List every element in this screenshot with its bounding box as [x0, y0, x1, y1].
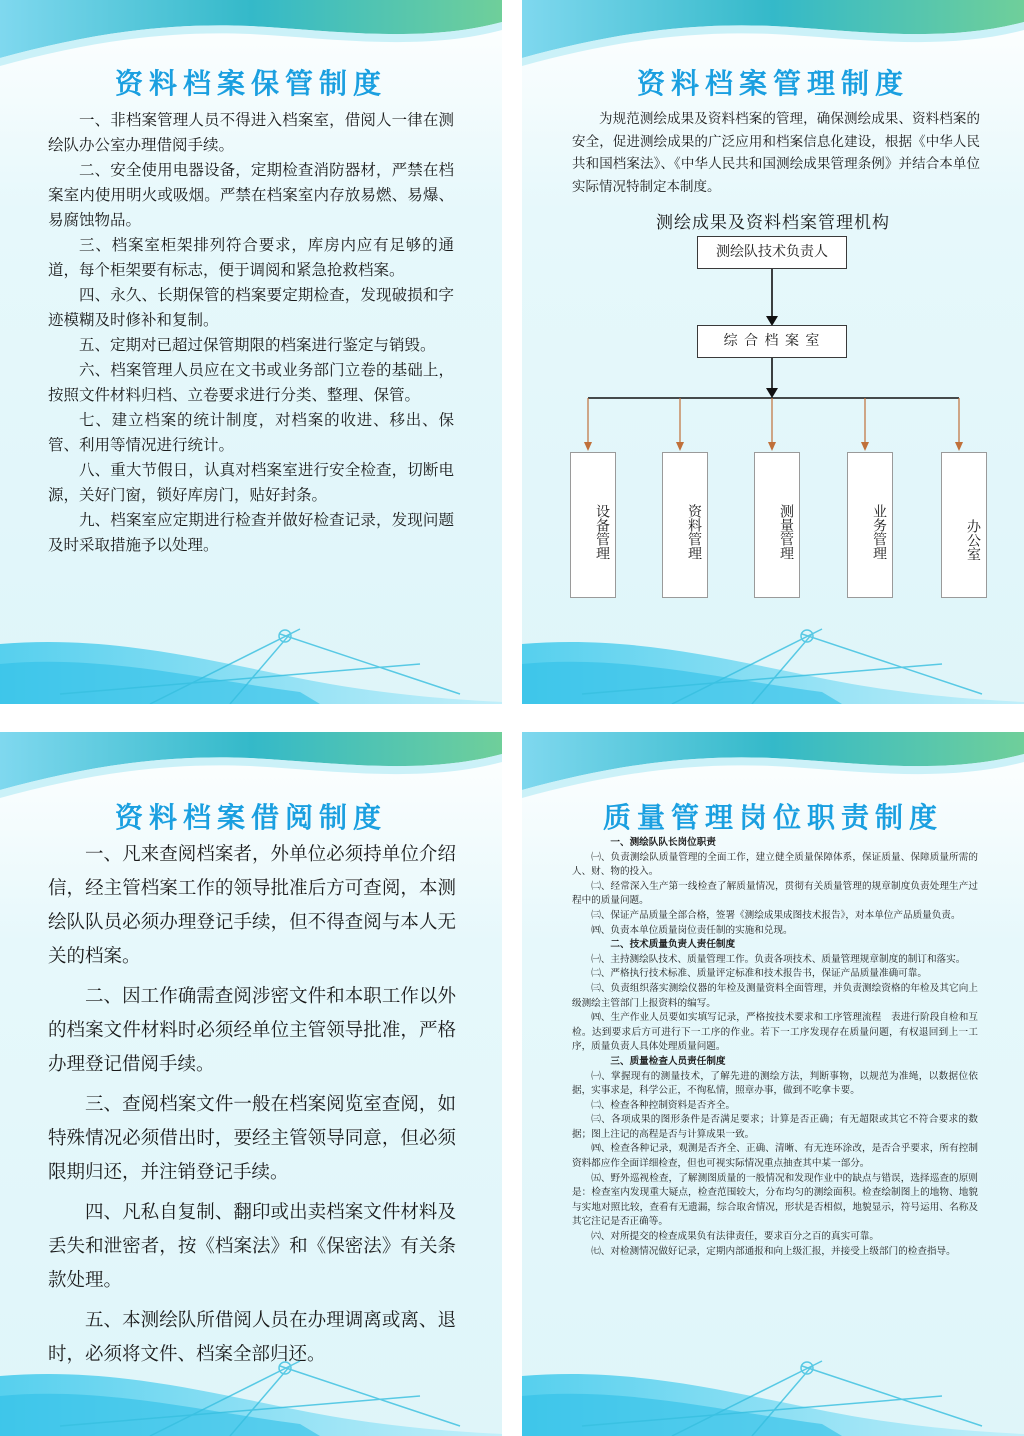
dept-box-business: 业务管理 — [847, 452, 893, 598]
duty-item: ㈡、严格执行技术标准、质量评定标准和技术报告书，保证产品质量准确可靠。 — [591, 968, 927, 980]
duty-item: ㈠、掌握现有的测量技术，了解先进的测绘方法，判断事物，以规范为准绳，以数据位依据，实事求是，科学公正，不徇私情，照章办事，做到不吃拿卡要。 — [572, 1070, 978, 1097]
rule-item: 三、档案室柜架排列符合要求，库房内应有足够的通道，每个柜架要有标志，便于调阅和紧急抢救档案。 — [48, 236, 454, 279]
section-heading: 二、技术质量负责人责任制度 — [610, 939, 736, 951]
section-heading: 一、测绘队队长岗位职责 — [610, 837, 716, 848]
duty-item: ㈥、对所提交的检查成果负有法律责任，要求百分之百的真实可靠。 — [591, 1231, 879, 1243]
bottom-survey-decoration — [522, 624, 1024, 704]
rule-item: 一、凡来查阅档案者，外单位必须持单位介绍信，经主管档案工作的领导批准后方可查阅，本测绘队队员必须办理登记手续，但不得查阅与本人无关的档案。 — [48, 844, 456, 967]
duty-item: ㈣、负责本单位质量岗位责任制的实施和兑现。 — [591, 924, 793, 936]
panel-quality-duties — [522, 732, 1024, 1436]
duty-item: ㈢、保证产品质量全部合格，签署《测绘成果成图技术报告》，对本单位产品质量负责。 — [591, 909, 961, 921]
duty-item: ㈦、对检测情况做好记录，定期内部通报和向上级汇报，并接受上级部门的检查指导。 — [591, 1245, 956, 1257]
section-heading: 三、质量检查人员责任制度 — [610, 1055, 726, 1067]
panel-archive-storage — [0, 0, 502, 704]
page-title: 资料档案保管制度 — [114, 67, 387, 100]
bottom-survey-decoration — [0, 624, 502, 704]
duty-item: ㈣、生产作业人员要如实填写记录，严格按技术要求和工序管理流程 表进行阶段自检和互检。达到要求后方可进行下一工序的作业。若下一工序发现存在质量问题，有权退回到上一工序，质量负责人具体处理质量问题。 — [572, 1012, 978, 1053]
rules-list — [48, 108, 454, 558]
duties-list — [572, 836, 978, 1259]
rule-item: 二、因工作确需查阅涉密文件和本职工作以外的档案文件材料时必须经单位主管领导批准，严格办理登记借阅手续。 — [48, 986, 456, 1075]
rule-item: 五、定期对已超过保管期限的档案进行鉴定与销毁。 — [79, 336, 436, 354]
duty-item: ㈢、各项成果的图形条件是否满足要求；计算是否正确；有无超限或其它不符合要求的数据；图上注记的高程是否与计算成果一致。 — [572, 1114, 978, 1140]
duty-item: ㈤、野外巡视检查，了解测图质量的一般情况和发现作业中的缺点与错误，选择巡查的原则是：检查室内发现重大疑点，检查范围较大，分布均匀的测绘面积。检查绘制图上的地物、地貌与实地对照比较，查看有无遗漏，综合取舍情况，形状是否相似，地貌显示，符号运用、名称及其它注记是否正确等。 — [572, 1172, 978, 1228]
rule-item: 四、凡私自复制、翻印或出卖档案文件材料及丢失和泄密者，按《档案法》和《保密法》有关条款处理。 — [48, 1202, 456, 1291]
rule-item: 六、档案管理人员应在文书或业务部门立卷的基础上，按照文件材料归档、立卷要求进行分类、整理、保管。 — [48, 361, 454, 404]
rule-item: 一、非档案管理人员不得进入档案室，借阅人一律在测绘队办公室办理借阅手续。 — [48, 111, 454, 154]
org-box-technical-lead: 测绘队技术负责人 — [697, 236, 847, 269]
page-title: 资料档案借阅制度 — [114, 801, 387, 834]
panel-archive-borrowing — [0, 732, 502, 1436]
rule-item: 四、永久、长期保管的档案要定期检查，发现破损和字迹模糊及时修补和复制。 — [48, 286, 454, 329]
bottom-survey-decoration — [522, 1356, 1024, 1436]
dept-box-equipment: 设备管理 — [570, 452, 616, 598]
intro-paragraph: 为规范测绘成果及资料档案的管理，确保测绘成果、资料档案的安全，促进测绘成果的广泛应用和档案信息化建设，根据《中华人民共和国档案法》、《中华人民共和国测绘成果管理条例》并结合本单位实际情况特制定本制度。 — [572, 111, 980, 195]
rule-item: 二、安全使用电器设备，定期检查消防器材，严禁在档案室内使用明火或吸烟。严禁在档案室内存放易燃、易爆、易腐蚀物品。 — [48, 161, 454, 229]
rule-item: 五、本测绘队所借阅人员在办理调离或离、退时，必须将文件、档案全部归还。 — [48, 1310, 456, 1365]
duty-item: ㈡、经常深入生产第一线检查了解质量情况，贯彻有关质量管理的规章制度负责处理生产过程中的质量问题。 — [572, 880, 978, 907]
duty-item: ㈠、负责测绘队质量管理的全面工作，建立健全质量保障体系，保证质量、保障质量所需的人、财、物的投入。 — [572, 851, 978, 878]
panel-archive-management — [522, 0, 1024, 704]
dept-box-survey: 测量管理 — [754, 452, 800, 598]
duty-item: ㈡、检查各种控制资料是否齐全。 — [591, 1099, 736, 1111]
duty-item: ㈣、检查各种记录，观测是否齐全、正确、清晰、有无连环涂改，是否合乎要求，所有控制资料都应作全面详细检查，但也可视实际情况重点抽查其中某一部分。 — [572, 1143, 978, 1170]
rule-item: 七、建立档案的统计制度，对档案的收进、移出、保管、利用等情况进行统计。 — [48, 411, 454, 454]
top-wave-decoration — [522, 732, 1024, 802]
page-title: 质量管理岗位职责制度 — [602, 801, 943, 834]
top-wave-decoration — [0, 0, 502, 70]
rule-item: 八、重大节假日，认真对档案室进行安全检查，切断电源，关好门窗，锁好库房门，贴好封条。 — [48, 461, 454, 504]
bottom-survey-decoration — [0, 1356, 502, 1436]
dept-box-materials: 资料管理 — [662, 452, 708, 598]
duty-item: ㈠、主持测绘队技术、质量管理工作。负责各项技术、质量管理规章制度的制订和落实。 — [591, 953, 966, 965]
top-wave-decoration — [0, 732, 502, 802]
dept-box-office: 办公室 — [941, 452, 987, 598]
page-title: 资料档案管理制度 — [636, 67, 909, 100]
rule-item: 三、查阅档案文件一般在档案阅览室查阅，如特殊情况必须借出时，要经主管领导同意，但必须限期归还，并注销登记手续。 — [48, 1094, 456, 1183]
rule-item: 九、档案室应定期进行检查并做好检查记录，发现问题及时采取措施予以处理。 — [48, 511, 454, 554]
duty-item: ㈢、负责组织落实测绘仪器的年检及测量资料全面管理，并负责测绘资格的年检及其它向上级测绘主管部门上报资料的编写。 — [572, 982, 978, 1009]
rules-list — [48, 838, 456, 1378]
org-box-archive-room: 综 合 档 案 室 — [697, 325, 847, 358]
org-chart-title: 测绘成果及资料档案管理机构 — [656, 213, 890, 233]
